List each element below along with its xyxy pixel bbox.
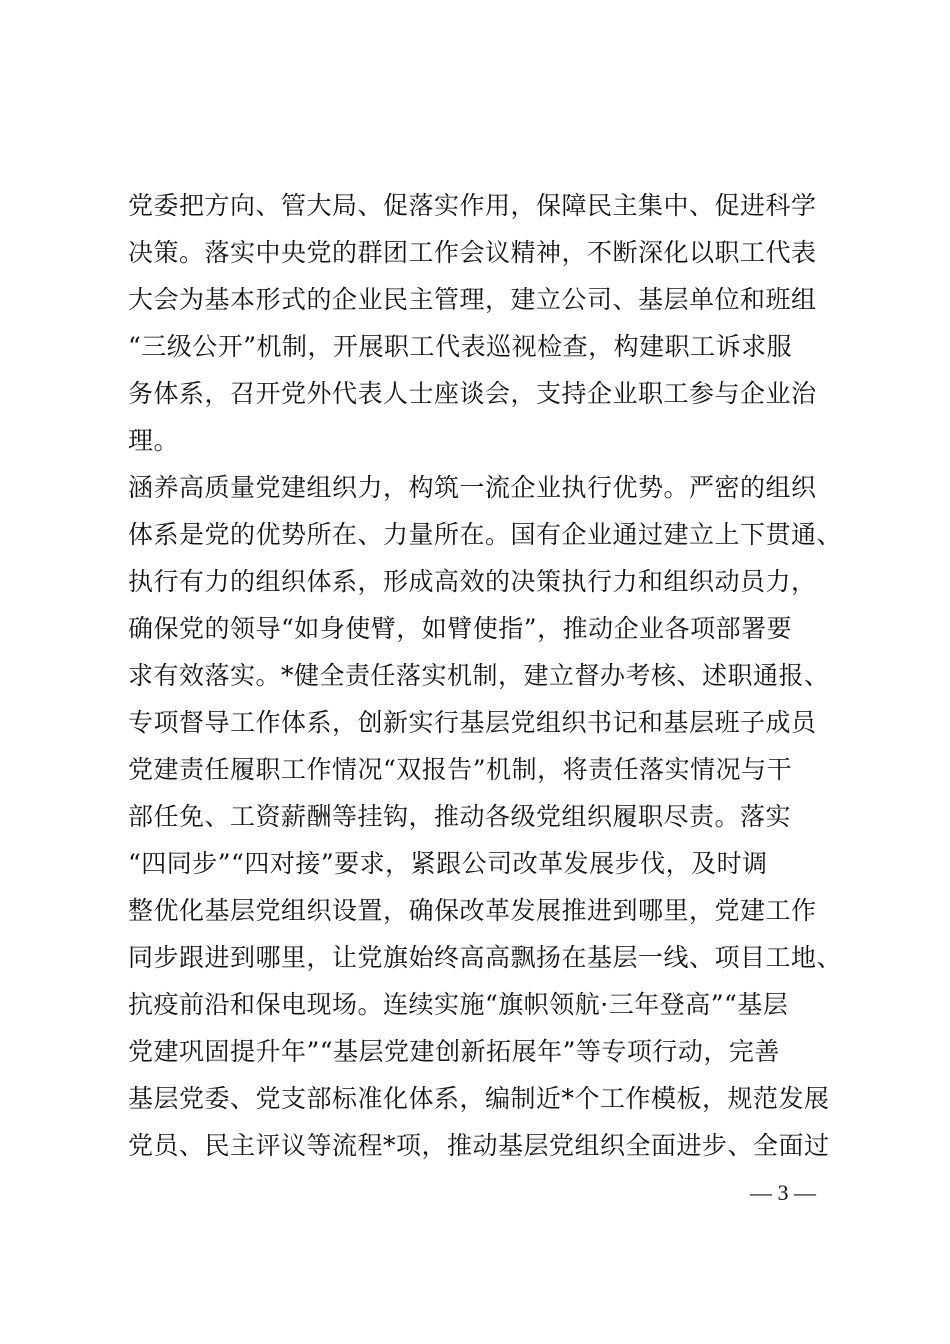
text-line: 同步跟进到哪里，让党旗始终高高飘扬在基层一线、项目工地、 bbox=[128, 943, 843, 972]
paragraph-2 bbox=[128, 464, 848, 1169]
text-line: 部任免、工资薪酬等挂钩，推动各级党组织履职尽责。落实 bbox=[128, 802, 792, 831]
text-line: 基层党委、党支部标准化体系，编制近*个工作模板，规范发展 bbox=[128, 1084, 830, 1113]
text-line: 理。 bbox=[128, 426, 180, 455]
text-line: “三级公开”机制，开展职工代表巡视检查，构建职工诉求服 bbox=[128, 332, 793, 361]
text-line: 求有效落实。*健全责任落实机制，建立督办考核、述职通报、 bbox=[128, 661, 830, 690]
text-line: 务体系，召开党外代表人士座谈会，支持企业职工参与企业治 bbox=[128, 379, 817, 408]
text-line: 涵养高质量党建组织力，构筑一流企业执行优势。严密的组织 bbox=[128, 473, 817, 502]
text-line: 整优化基层党组织设置，确保改革发展推进到哪里，党建工作 bbox=[128, 896, 817, 925]
text-line: 决策。落实中央党的群团工作会议精神，不断深化以职工代表 bbox=[128, 238, 817, 267]
text-line: 体系是党的优势所在、力量所在。国有企业通过建立上下贯通、 bbox=[128, 520, 843, 549]
text-line: 确保党的领导“如身使臂，如臂使指”，推动企业各项部署要 bbox=[128, 614, 793, 643]
text-line: 大会为基本形式的企业民主管理，建立公司、基层单位和班组 bbox=[128, 285, 817, 314]
page-number: — 3 — bbox=[750, 1180, 816, 1205]
text-line: 党建责任履职工作情况“双报告”机制，将责任落实情况与干 bbox=[128, 755, 793, 784]
text-line: “四同步”“四对接”要求，紧跟公司改革发展步伐，及时调 bbox=[128, 849, 768, 878]
paragraph-1 bbox=[128, 182, 848, 464]
text-line: 抗疫前沿和保电现场。连续实施“旗帜领航·三年登高”“基层 bbox=[128, 990, 789, 1019]
text-line: 专项督导工作体系，创新实行基层党组织书记和基层班子成员 bbox=[128, 708, 817, 737]
body-text bbox=[128, 182, 848, 1169]
text-line: 党建巩固提升年”“基层党建创新拓展年”等专项行动，完善 bbox=[128, 1037, 780, 1066]
text-line: 党委把方向、管大局、促落实作用，保障民主集中、促进科学 bbox=[128, 191, 817, 220]
text-line: 执行有力的组织体系，形成高效的决策执行力和组织动员力， bbox=[128, 567, 817, 596]
text-line: 党员、民主评议等流程*项，推动基层党组织全面进步、全面过 bbox=[128, 1131, 830, 1160]
